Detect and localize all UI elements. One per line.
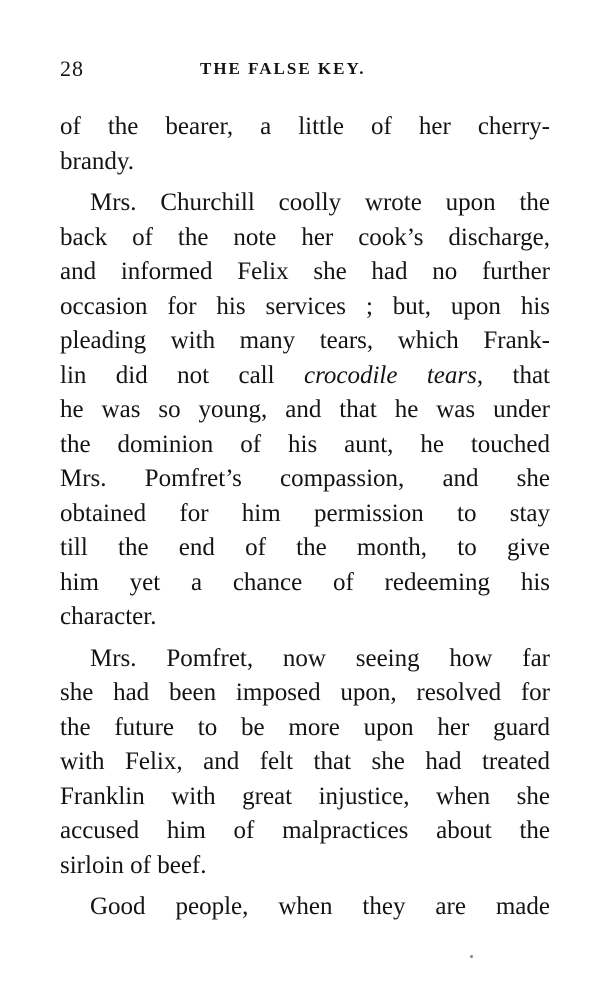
- text-line: of the bearer, a little of her cherry-: [60, 113, 550, 140]
- text-line: the dominion of his aunt, he touched: [60, 430, 550, 458]
- text-line: brandy.: [60, 147, 135, 175]
- text-line: she had been imposed upon, resolved for: [60, 679, 550, 706]
- text-line: obtained for him permission to stay: [60, 499, 550, 527]
- text-line: sirloin of beef.: [60, 851, 207, 879]
- text-line: with Felix, and felt that she had treated: [60, 748, 550, 775]
- text-line: Franklin with great injustice, when she: [60, 782, 550, 810]
- text-line: Good people, when they are made: [90, 893, 550, 920]
- text-line: accused him of malpractices about the: [60, 817, 550, 844]
- text-line: lin did not call crocodile tears, that: [60, 361, 550, 389]
- text-line: Mrs. Pomfret’s compassion, and she: [60, 465, 550, 492]
- text-line: and informed Felix she had no further: [60, 258, 550, 285]
- italic-phrase: crocodile tears: [303, 361, 477, 389]
- text-line: him yet a chance of redeeming his: [60, 568, 550, 596]
- body-text: [60, 110, 550, 925]
- text-line: Mrs. Churchill coolly wrote upon the: [90, 189, 550, 216]
- page-number: 28: [60, 56, 84, 81]
- text-line: the future to be more upon her guard: [60, 713, 550, 741]
- running-title: THE FALSE KEY.: [200, 59, 366, 78]
- text-line: pleading with many tears, which Frank-: [60, 327, 550, 354]
- text-line: till the end of the month, to give: [60, 534, 550, 561]
- text-line: he was so young, and that he was under: [60, 396, 550, 423]
- text-line: character.: [60, 603, 157, 630]
- text-line: Mrs. Pomfret, now seeing how far: [90, 644, 550, 672]
- running-header: [60, 56, 550, 86]
- text-line: occasion for his services ; but, upon his: [60, 292, 550, 320]
- text-line: back of the note her cook’s discharge,: [60, 223, 550, 251]
- print-speck: [470, 955, 473, 958]
